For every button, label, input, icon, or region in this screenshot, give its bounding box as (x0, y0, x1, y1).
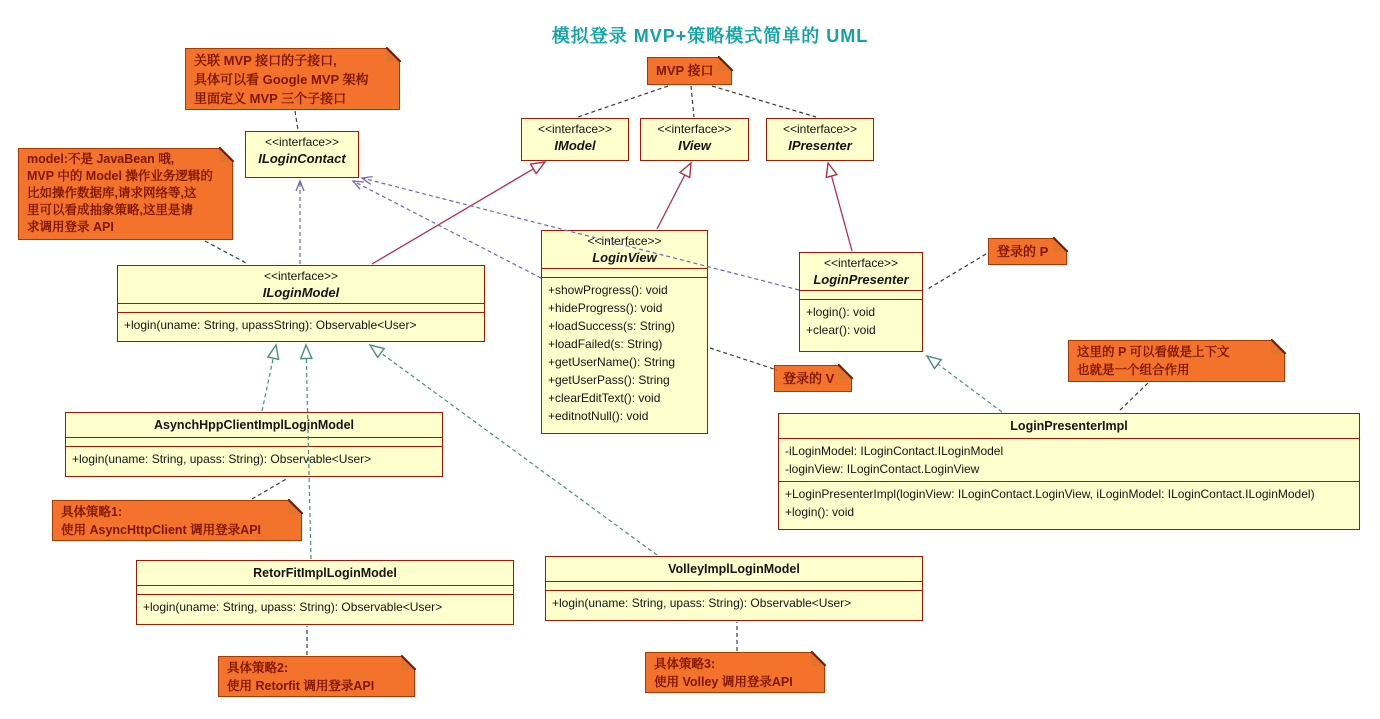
class-name: IModel (554, 138, 596, 153)
note-line: 具体策略3: (654, 657, 716, 671)
note-line: 使用 AsyncHttpClient 调用登录API (61, 523, 262, 537)
class-iview (640, 118, 749, 161)
note-line: 关联 MVP 接口的子接口, (194, 53, 337, 68)
method-label: +getUserPass(): String (548, 373, 670, 387)
stereotype-label: <<interface>> (587, 234, 662, 248)
stereotype-label: <<interface>> (263, 269, 339, 283)
method-label: +editnotNull(): void (548, 409, 649, 423)
method-label: +login(): void (785, 505, 855, 519)
attributes-compartment (66, 437, 442, 446)
class-name: LoginPresenter (813, 272, 909, 287)
method-label: +login(uname: String, upassString): Observable<User> (124, 318, 417, 332)
class-name: VolleyImplLoginModel (668, 562, 800, 576)
stereotype-label: <<interface>> (537, 122, 613, 136)
stereotype-label: <<interface>> (657, 122, 732, 136)
note-login-v (774, 365, 852, 392)
method-label: +login(uname: String, upass: String): Observable<User> (143, 600, 443, 614)
diagram-title: 模拟登录 MVP+策略模式简单的 UML (551, 26, 869, 46)
class-volley-model (545, 556, 923, 621)
note-p-context (1068, 340, 1285, 382)
note-strategy-3 (645, 652, 825, 693)
method-label: +loadFailed(s: String) (548, 337, 663, 351)
attributes-compartment (800, 290, 922, 299)
note-line: 比如操作数据库,请求网络等,这 (27, 186, 197, 200)
note-strategy-1 (52, 500, 302, 541)
note-line: 里面定义 MVP 三个子接口 (194, 91, 347, 106)
note-line: 使用 Volley 调用登录API (654, 675, 793, 689)
note-mvp-subinterfaces (185, 48, 400, 110)
note-strategy-2 (218, 656, 415, 697)
note-line: 这里的 P 可以看做是上下文 (1077, 345, 1230, 359)
note-line: 登录的 V (783, 371, 835, 386)
class-loginpresenter (799, 252, 923, 352)
method-label: +clear(): void (806, 323, 876, 337)
attributes-compartment (546, 581, 922, 590)
class-loginview (541, 230, 708, 434)
class-iloginmodel (117, 265, 485, 342)
class-name: LoginPresenterImpl (1010, 419, 1128, 433)
note-line: 也就是一个组合作用 (1077, 363, 1190, 377)
attributes-compartment (542, 268, 707, 277)
attributes-compartment (137, 585, 513, 594)
method-label: +login(uname: String, upass: String): Observable<User> (552, 596, 852, 610)
attribute-label: -iLoginModel: ILoginContact.ILoginModel (785, 444, 1004, 458)
note-line: 具体策略2: (227, 661, 289, 675)
method-label: +LoginPresenterImpl(loginView: ILoginContact.LoginView, iLoginModel: ILoginContact.ILoginModel) (785, 487, 1315, 501)
stereotype-label: <<interface>> (823, 256, 899, 270)
method-label: +hideProgress(): void (548, 301, 663, 315)
class-ilogincontact (245, 131, 359, 178)
class-asynchttpclient-model (65, 412, 443, 477)
method-label: +getUserName(): String (548, 355, 676, 369)
class-name: ILoginContact (258, 151, 346, 166)
class-imodel (521, 118, 629, 161)
attributes-compartment (118, 303, 484, 312)
class-name: RetorFitImplLoginModel (253, 566, 397, 580)
note-model-explanation (18, 148, 233, 240)
note-mvp-interface (647, 57, 732, 85)
class-name: AsynchHppClientImplLoginModel (154, 418, 354, 432)
class-loginpresenterimpl (778, 413, 1360, 530)
class-name: IPresenter (788, 138, 852, 153)
note-line: MVP 接口 (656, 63, 714, 78)
attributes-compartment (779, 438, 1359, 481)
note-line: 具体策略1: (61, 505, 123, 519)
note-login-p (988, 238, 1067, 265)
class-name: ILoginModel (262, 285, 340, 300)
note-line: 具体可以看 Google MVP 架构 (194, 72, 369, 87)
note-line: 使用 Retorfit 调用登录API (227, 679, 375, 693)
attribute-label: -loginView: ILoginContact.LoginView (785, 462, 980, 476)
note-line: 里可以看成抽象策略,这里是请 (27, 203, 193, 217)
method-label: +login(uname: String, upass: String): Observable<User> (72, 452, 372, 466)
note-line: 求调用登录 API (27, 220, 114, 234)
note-line: 登录的 P (997, 244, 1049, 259)
class-ipresenter (766, 118, 874, 161)
class-name: IView (678, 138, 711, 153)
method-label: +showProgress(): void (548, 283, 668, 297)
class-retrofit-model (136, 560, 514, 625)
class-name: LoginView (592, 250, 657, 265)
method-label: +clearEditText(): void (548, 391, 661, 405)
stereotype-label: <<interface>> (264, 135, 340, 149)
note-line: MVP 中的 Model 操作业务逻辑的 (27, 169, 213, 183)
method-label: +loadSuccess(s: String) (548, 319, 676, 333)
note-line: model:不是 JavaBean 哦, (27, 152, 175, 166)
method-label: +login(): void (806, 305, 876, 319)
stereotype-label: <<interface>> (782, 122, 858, 136)
